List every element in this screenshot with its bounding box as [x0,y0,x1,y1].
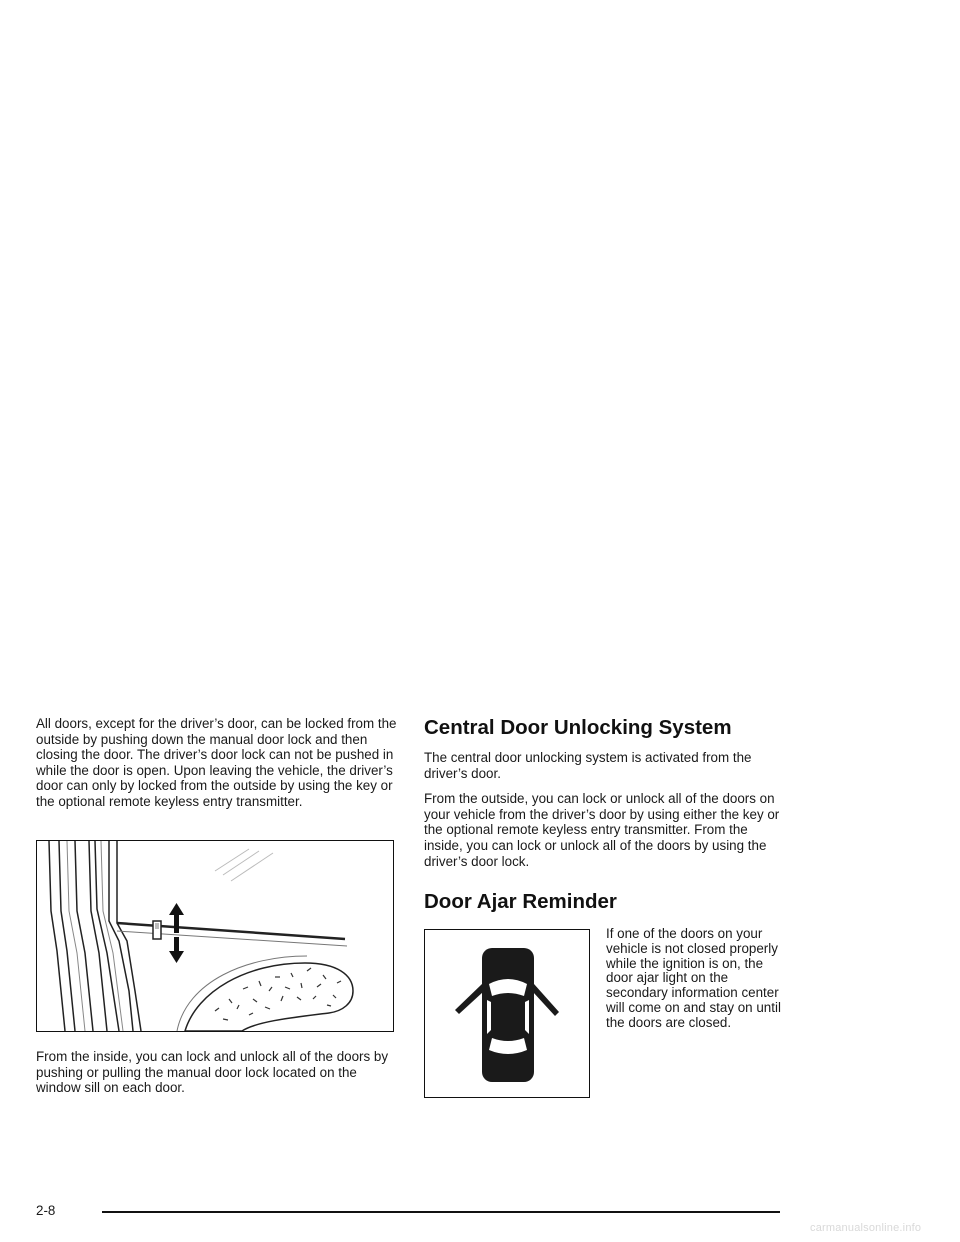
inside-lock-paragraph: From the inside, you can lock and unlock all of the doors by pushing or pulling the manual door lock located on the window sill on each door. [36,1049,389,1096]
central-unlock-heading: Central Door Unlocking System [424,716,732,739]
page-number: 2-8 [36,1203,56,1218]
glass-reflection [215,849,273,881]
door-lock-drawing [37,841,393,1031]
door-ajar-car-icon [424,929,590,1098]
central-unlock-intro: The central door unlocking system is activated from the driver’s door. [424,750,752,781]
car-top-view-icon [425,930,588,1096]
manual-door-lock-illustration [36,840,394,1032]
left-column [36,716,398,810]
door-ajar-heading: Door Ajar Reminder [424,890,617,914]
central-unlock-body: From the outside, you can lock or unlock all of the doors on your vehicle from the driver’s door by using either the key or the optional remote keyless entry transmitter. From the inside, you can lock or unlock all of the doors by using the driver’s door lock. [424,791,780,869]
door-armrest [185,963,353,1031]
door-pillar [49,841,141,1031]
footer-rule [102,1211,780,1213]
lock-paragraph: All doors, except for the driver’s door, can be locked from the outside by pushing down the manual door lock and then closing the door. The driver’s door lock can not be pushed in while the door is open. Upon leaving the vehicle, the driver’s door can only by locked from the outside by using the key or the optional remote keyless entry transmitter. [36,716,397,809]
door-ajar-text [606,927,786,1031]
arrow-down-icon [169,937,184,963]
window-sill [117,923,345,939]
open-door-left [455,984,483,1014]
inside-lock-text [36,1049,398,1096]
watermark: carmanualsonline.info [810,1222,922,1234]
right-column [424,716,786,914]
open-door-right [533,984,559,1016]
door-ajar-paragraph: If one of the doors on your vehicle is not closed properly while the ignition is on, the door ajar light on the secondary information center will come on and stay on until the doors are closed. [606,926,781,1030]
